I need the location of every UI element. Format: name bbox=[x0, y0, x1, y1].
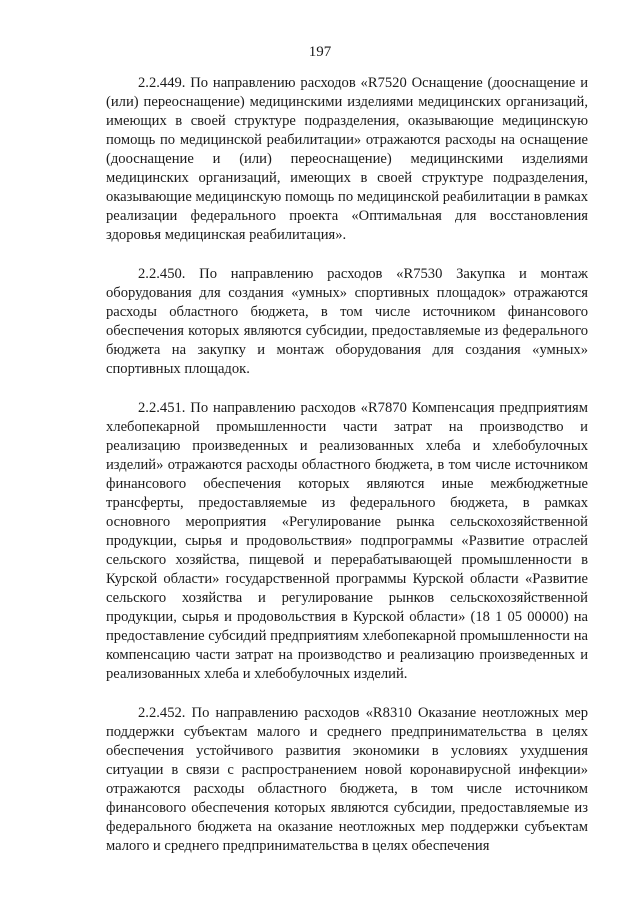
paragraph-2-2-450: 2.2.450. По направлению расходов «R7530 Закупка и монтаж оборудования для создания «умных» спортивных площадок» отражаются расходы областного бюджета, в том числе источником финансового обеспечения которых являются субсидии, предоставляемые из федерального бюджета на закупку и монтаж оборудования для создания «умных» спортивных площадок. bbox=[106, 266, 588, 377]
paragraph-2-2-452: 2.2.452. По направлению расходов «R8310 Оказание неотложных мер поддержки субъектам малого и среднего предпринимательства в целях обеспечения устойчивого развития экономики в условиях ухудшения ситуации в связи с распространением новой коронавирусной инфекции» отражаются расходы областного бюджета, в том числе источником финансового обеспечения которых являются субсидии, предоставляемые из федерального бюджета на оказание неотложных мер поддержки субъектам малого и среднего предпринимательства в целях обеспечения bbox=[106, 705, 588, 854]
page-number: 197 bbox=[308, 44, 332, 60]
paragraph-2-2-451: 2.2.451. По направлению расходов «R7870 Компенсация предприятиям хлебопекарной промышленности части затрат на производство и реализацию произведенных и реализованных хлеба и хлебобулочных изделий» отражаются расходы областного бюджета, в том числе источником финансового обеспечения которых являются иные межбюджетные трансферты, предоставляемые из федерального бюджета, в рамках основного мероприятия «Регулирование рынка сельскохозяйственной продукции, сырья и продовольствия» подпрограммы «Развитие отраслей сельского хозяйства, пищевой и перерабатывающей промышленности в Курской области» государственной программы Курской области «Развитие сельского хозяйства и регулирование рынков сельскохозяйственной продукции, сырья и продовольствия в Курской области» (18 1 05 00000) на предоставление субсидий предприятиям хлебопекарной промышленности на компенсацию части затрат на производство и реализацию произведенных и реализованных хлеба и хлебобулочных изделий. bbox=[106, 400, 588, 682]
paragraph-2-2-449: 2.2.449. По направлению расходов «R7520 Оснащение (дооснащение и (или) переоснащение) медицинскими изделиями медицинских организаций, имеющих в своей структуре подразделения, оказывающие медицинскую помощь по медицинской реабилитации» отражаются расходы на оснащение (дооснащение и (или) переоснащение) медицинскими изделиями медицинских организаций, имеющих в своей структуре подразделения, оказывающие медицинскую помощь по медицинской реабилитации в рамках реализации федерального проекта «Оптимальная для восстановления здоровья медицинская реабилитация». bbox=[106, 75, 588, 243]
document-body bbox=[106, 74, 588, 856]
